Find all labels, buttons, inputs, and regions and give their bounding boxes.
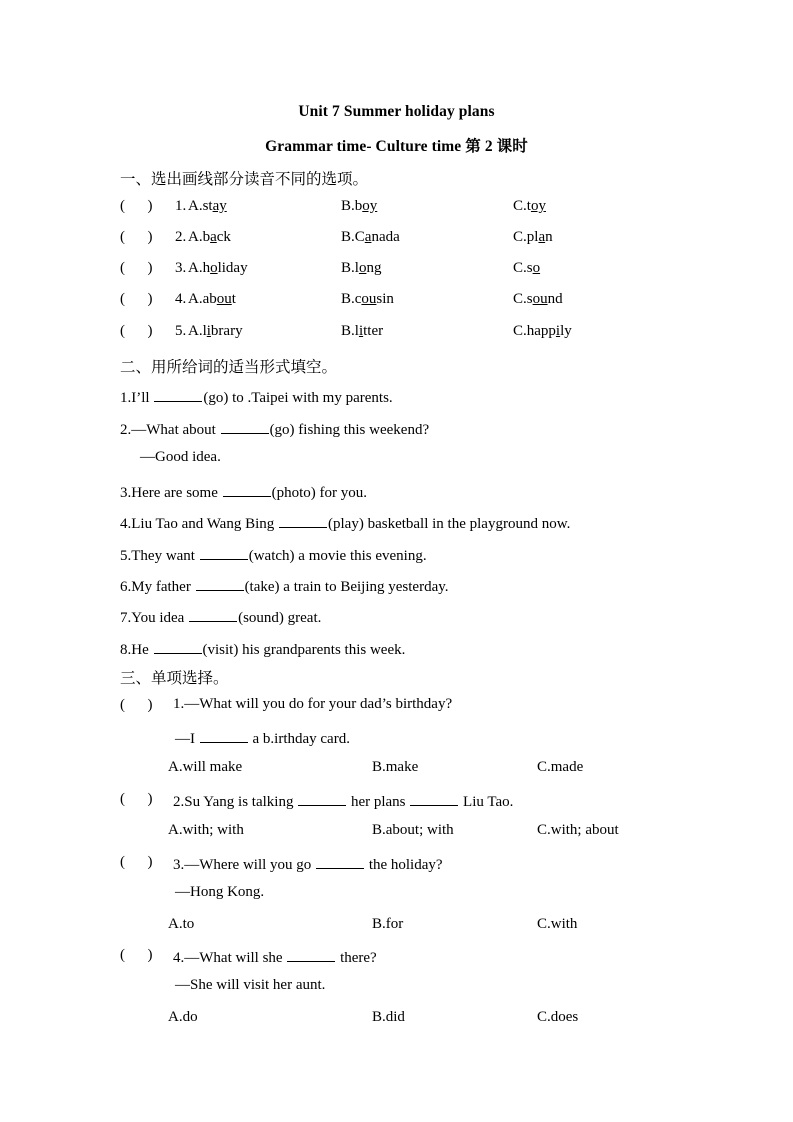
option-1-2-c[interactable]: C.plan: [513, 229, 553, 245]
q-number: 1.: [175, 198, 187, 214]
underlined-part: ou: [532, 291, 548, 307]
question-1-5-number: 5.: [175, 323, 187, 339]
underlined-part: o: [210, 260, 218, 276]
blank-input[interactable]: [223, 482, 271, 497]
question-3-4-reply: —She will visit her aunt.: [175, 977, 326, 993]
answer-paren-1-5[interactable]: ( ): [120, 323, 153, 339]
q-number: 4.: [173, 949, 185, 966]
option-3-1-c[interactable]: C.made: [537, 759, 584, 775]
section-3-heading: 三、单项选择。: [120, 669, 229, 687]
option-3-2-b[interactable]: B.about; with: [372, 822, 454, 838]
option-1-4-b[interactable]: B.cousin: [341, 291, 394, 307]
option-3-3-a[interactable]: A.to: [168, 916, 195, 932]
blank-input[interactable]: [154, 639, 202, 654]
underlined-part: ay: [212, 198, 227, 214]
section-2-heading: 二、用所给词的适当形式填空。: [120, 358, 338, 376]
option-1-1-b[interactable]: B.boy: [341, 198, 378, 214]
question-3-2-stem: 2.Su Yang is talking her plans Liu Tao.: [173, 791, 513, 810]
underlined-part: a: [364, 229, 372, 245]
underlined-part: ou: [216, 291, 232, 307]
blank-input[interactable]: [298, 791, 346, 806]
underlined-part: o: [532, 260, 541, 276]
fill-blank-item-5: 5.They want (watch) a movie this evening.: [120, 545, 427, 564]
q-number: 2.: [173, 793, 185, 810]
option-3-4-a[interactable]: A.do: [168, 1009, 198, 1025]
underlined-part: oy: [362, 198, 378, 214]
underlined-part: i: [555, 323, 561, 339]
option-1-4-a[interactable]: A.about: [188, 291, 236, 307]
option-1-2-a[interactable]: A.back: [188, 229, 231, 245]
blank-input[interactable]: [154, 387, 202, 402]
option-1-1-a[interactable]: A.stay: [188, 198, 227, 214]
fill-blank-item-8: 8.He (visit) his grandparents this week.: [120, 639, 405, 658]
answer-paren-1-1[interactable]: ( ): [120, 198, 153, 214]
fill-blank-item-1: 1.I’ll (go) to .Taipei with my parents.: [120, 387, 393, 406]
answer-paren-1-3[interactable]: ( ): [120, 260, 153, 276]
option-3-2-c[interactable]: C.with; about: [537, 822, 619, 838]
page-title: Unit 7 Summer holiday plans: [298, 103, 495, 120]
blank-input[interactable]: [279, 513, 327, 528]
option-3-2-a[interactable]: A.with; with: [168, 822, 244, 838]
question-3-1-reply: —I a b.irthday card.: [175, 728, 350, 747]
blank-input[interactable]: [287, 947, 335, 962]
section-1-heading: 一、选出画线部分读音不同的选项。: [120, 170, 369, 188]
fill-blank-item-4: 4.Liu Tao and Wang Bing (play) basketball in the playground now.: [120, 513, 570, 532]
q-number: 1.: [173, 696, 185, 712]
underlined-part: ou: [361, 291, 377, 307]
underlined-part: a: [538, 229, 546, 245]
question-1-1-number: [175, 198, 186, 215]
page-subtitle: Grammar time- Culture time 第 2 课时: [265, 138, 528, 155]
option-3-1-b[interactable]: B.make: [372, 759, 419, 775]
option-3-4-c[interactable]: C.does: [537, 1009, 579, 1025]
option-1-5-b[interactable]: B.litter: [341, 323, 384, 339]
question-3-3-stem: 3.—Where will you go the holiday?: [173, 854, 443, 873]
answer-paren-3-1[interactable]: ( ): [120, 697, 153, 713]
blank-input[interactable]: [221, 419, 269, 434]
answer-paren-3-4[interactable]: ( ): [120, 947, 153, 963]
option-1-4-c[interactable]: C.sound: [513, 291, 563, 307]
option-3-3-c[interactable]: C.with: [537, 916, 578, 932]
fill-blank-item-7: 7.You idea (sound) great.: [120, 607, 321, 626]
blank-input[interactable]: [189, 607, 237, 622]
question-3-4-stem: 4.—What will she there?: [173, 947, 377, 966]
blank-input[interactable]: [316, 854, 364, 869]
fill-blank-item-6: 6.My father (take) a train to Beijing yesterday.: [120, 576, 449, 595]
answer-paren-1-2[interactable]: ( ): [120, 229, 153, 245]
option-1-1-c[interactable]: C.toy: [513, 198, 546, 214]
blank-input[interactable]: [200, 728, 248, 743]
question-1-2-number: 2.: [175, 229, 187, 245]
blank-input[interactable]: [196, 576, 244, 591]
underlined-part: i: [206, 323, 211, 339]
answer-paren-3-3[interactable]: ( ): [120, 854, 153, 870]
blank-input[interactable]: [410, 791, 458, 806]
question-3-3-reply: —Hong Kong.: [175, 884, 265, 900]
underlined-part: a: [210, 229, 217, 245]
q-number: 3.: [173, 856, 185, 873]
option-3-3-b[interactable]: B.for: [372, 916, 404, 932]
option-1-3-a[interactable]: A.holiday: [188, 260, 248, 276]
option-1-3-b[interactable]: B.long: [341, 260, 382, 276]
option-3-4-b[interactable]: B.did: [372, 1009, 405, 1025]
fill-blank-item-2: 2.—What about (go) fishing this weekend?: [120, 419, 429, 438]
option-3-1-a[interactable]: A.will make: [168, 759, 243, 775]
underlined-part: o: [358, 260, 367, 276]
answer-paren-3-2[interactable]: ( ): [120, 791, 153, 807]
option-1-5-a[interactable]: A.library: [188, 323, 243, 339]
option-1-5-c[interactable]: C.happily: [513, 323, 572, 339]
underlined-part: i: [358, 323, 364, 339]
question-3-1-stem: 1.—What will you do for your dad’s birthday?: [173, 696, 453, 712]
fill-blank-item-2-reply: —Good idea.: [140, 449, 221, 465]
answer-paren-1-4[interactable]: ( ): [120, 291, 153, 307]
underlined-part: oy: [530, 198, 546, 214]
option-1-2-b[interactable]: B.Canada: [341, 229, 400, 245]
fill-blank-item-3: 3.Here are some (photo) for you.: [120, 482, 367, 501]
question-1-3-number: 3.: [175, 260, 187, 276]
option-1-3-c[interactable]: C.so: [513, 260, 541, 276]
blank-input[interactable]: [200, 545, 248, 560]
question-1-4-number: 4.: [175, 291, 187, 307]
